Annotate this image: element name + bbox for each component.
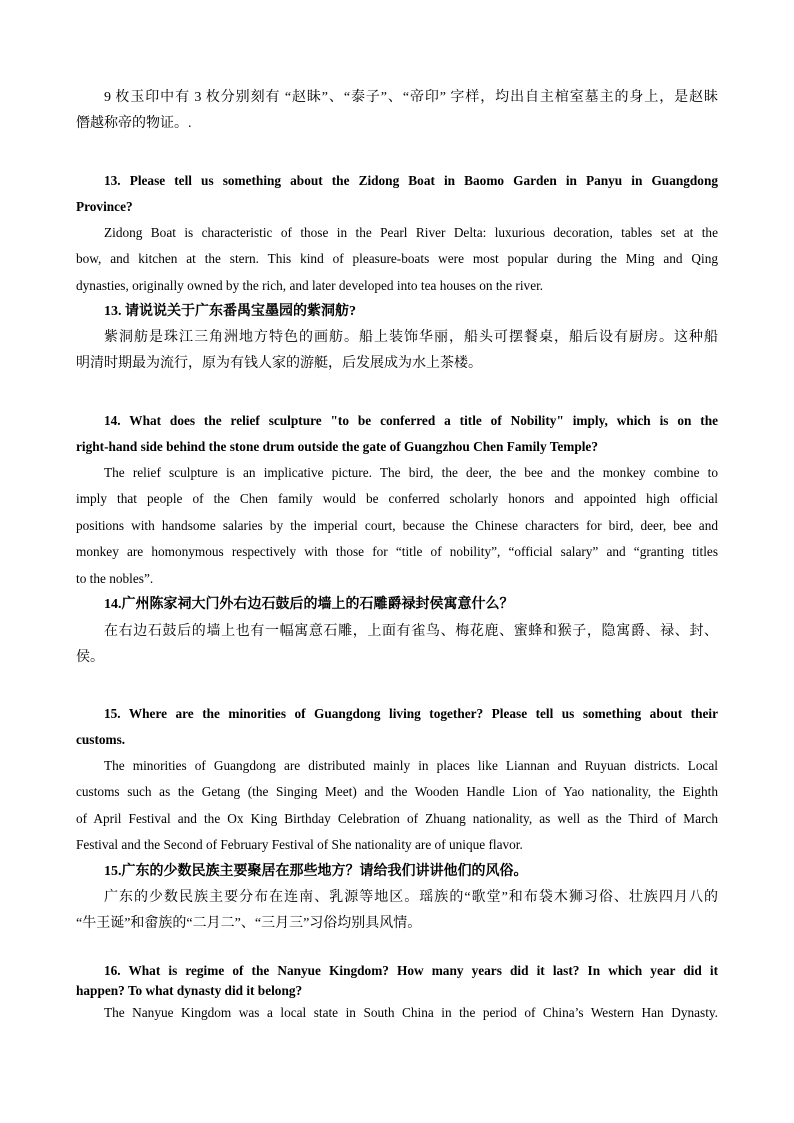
text-line: 明清时期最为流行，原为有钱人家的游艇，后发展成为水上茶楼。 — [76, 356, 482, 372]
text-line: The Nanyue Kingdom was a local state in South China in the period of China’s Western Han Dynasty. — [104, 1005, 718, 1020]
q16-question-en — [76, 961, 718, 1001]
q13-question-zh — [76, 299, 718, 325]
text-line: 13. Please tell us something about the Zidong Boat in Baomo Garden in Panyu in Guangdong — [104, 173, 718, 188]
q15-answer-en — [76, 753, 718, 859]
q15-question-zh — [76, 859, 718, 885]
text-line: imply that people of the Chen family would be conferred scholarly honors and appointed high official — [76, 491, 718, 507]
q14-answer-zh — [76, 619, 718, 672]
q14-question-zh — [76, 592, 718, 618]
text-line: right-hand side behind the stone drum outside the gate of Guangzhou Chen Family Temple? — [76, 439, 598, 455]
text-line: positions with handsome salaries by the imperial court, because the Chinese characters for bird, deer, bee and — [76, 517, 718, 533]
text-line: “牛王诞”和畲族的“二月二”、“三月三”习俗均别具风情。 — [76, 916, 422, 932]
text-line: 14. What does the relief sculpture "to be conferred a title of Nobility" imply, which is on the — [104, 413, 718, 428]
text-line: 15. Where are the minorities of Guangdong living together? Please tell us something about their — [104, 706, 718, 721]
intro-paragraph — [76, 85, 718, 138]
text-line: bow, and kitchen at the stern. This kind of pleasure-boats were most popular during the Ming and Qing — [76, 251, 718, 267]
text-line: Zidong Boat is characteristic of those in the Pearl River Delta: luxurious decoration, tables set at the — [104, 225, 718, 240]
text-line: 9 枚玉印中有 3 枚分别刻有 “赵眛”、“泰子”、“帝印” 字样，均出自主棺室墓主的身上，是赵眛 — [104, 90, 718, 105]
text-line: 广东的少数民族主要分布在连南、乳源等地区。瑶族的“歌堂”和布袋木狮习俗、壮族四月八的 — [104, 890, 718, 905]
q13-question-en — [76, 168, 718, 221]
text-line: 13. 请说说关于广东番禺宝墨园的紫洞舫? — [104, 304, 356, 319]
text-line: 16. What is regime of the Nanyue Kingdom? How many years did it last? In which year did it — [104, 963, 718, 978]
text-line: Province? — [76, 199, 133, 215]
text-line: customs such as the Getang (the Singing Meet) and the Wooden Handle Lion of Yao nationality, the Eighth — [76, 784, 718, 800]
text-line: monkey are homonymous respectively with those for “title of nobility”, “official salary” and “granting titles — [76, 544, 718, 560]
q13-answer-en — [76, 220, 718, 299]
text-line: 15.广东的少数民族主要聚居在那些地方？请给我们讲讲他们的风俗。 — [104, 864, 528, 879]
q14-answer-en — [76, 460, 718, 592]
text-line: Festival and the Second of February Festival of She nationality are of unique flavor. — [76, 837, 523, 853]
text-line: dynasties, originally owned by the rich, and later developed into tea houses on the river. — [76, 277, 544, 293]
text-line: customs. — [76, 732, 126, 748]
text-line: happen? To what dynasty did it belong? — [76, 983, 303, 998]
q13-answer-zh — [76, 325, 718, 378]
text-line: The minorities of Guangdong are distributed mainly in places like Liannan and Ruyuan districts. Local — [104, 758, 718, 773]
text-line: to the nobles”. — [76, 570, 154, 586]
text-line: 在右边石鼓后的墙上也有一幅寓意石雕，上面有雀鸟、梅花鹿、蜜蜂和猴子，隐寓爵、禄、封、 — [104, 624, 718, 639]
text-line: 紫洞舫是珠江三角洲地方特色的画舫。船上装饰华丽，船头可摆餐桌，船后设有厨房。这种船 — [104, 330, 718, 345]
q14-question-en — [76, 408, 718, 461]
text-line: 僭越称帝的物证。. — [76, 116, 192, 132]
q16-answer-en — [76, 1000, 718, 1026]
text-line: 侯。 — [76, 650, 104, 666]
text-line: The relief sculpture is an implicative picture. The bird, the deer, the bee and the monkey combine to — [104, 465, 718, 480]
q15-answer-zh — [76, 885, 718, 938]
q15-question-en — [76, 701, 718, 754]
text-line: of April Festival and the Ox King Birthday Celebration of Zhuang nationality, as well as the Third of March — [76, 810, 718, 826]
text-line: 14.广州陈家祠大门外右边石鼓后的墙上的石雕爵禄封侯寓意什么？ — [104, 597, 514, 612]
